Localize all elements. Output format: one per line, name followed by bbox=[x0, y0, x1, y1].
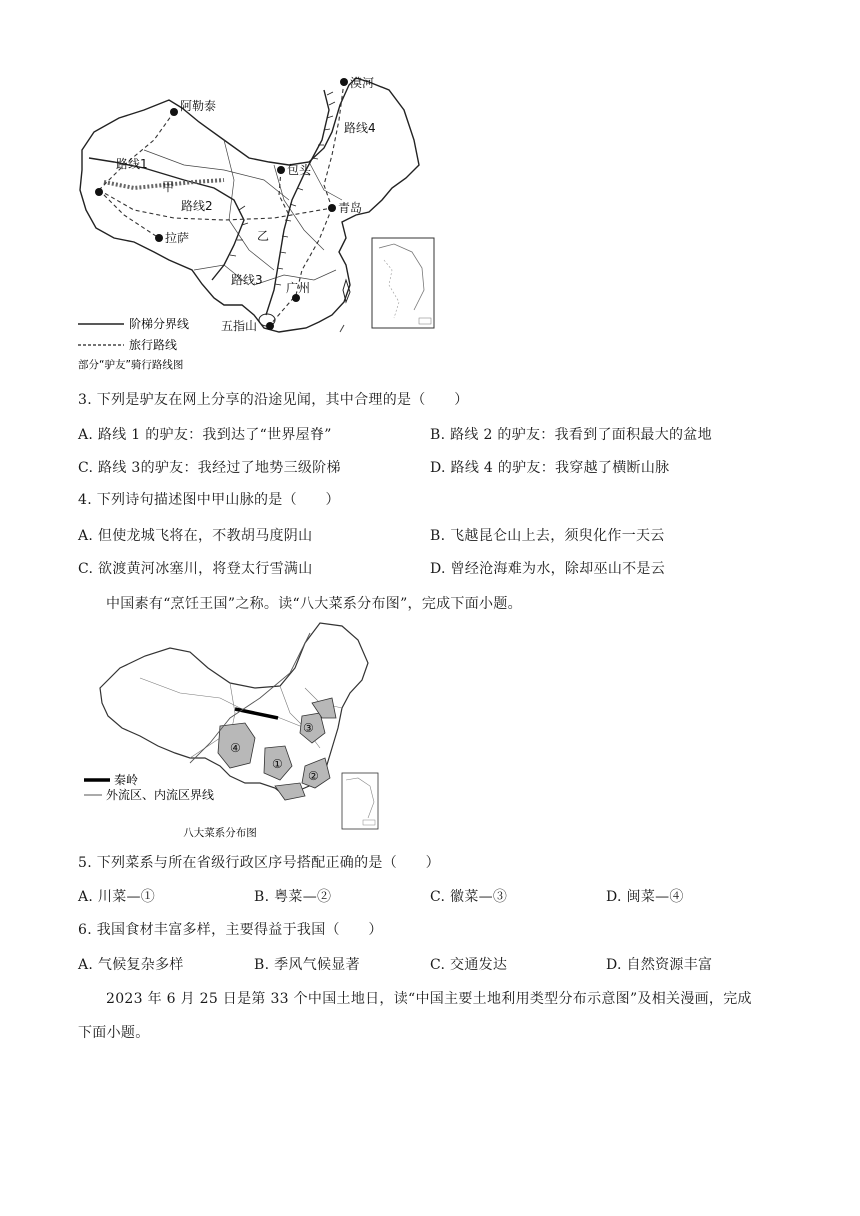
label-jia: 甲 bbox=[162, 180, 175, 194]
q4-option-d[interactable]: D. 曾经沧海难为水，除却巫山不是云 bbox=[430, 561, 666, 577]
q3-option-a[interactable]: A. 路线 1 的驴友：我到达了“世界屋脊” bbox=[78, 427, 332, 443]
label-route4: 路线4 bbox=[344, 121, 376, 135]
q3-option-b[interactable]: B. 路线 2 的驴友：我看到了面积最大的盆地 bbox=[430, 427, 712, 443]
route-2b-line bbox=[99, 190, 159, 238]
q5-option-d[interactable]: D. 闽菜—④ bbox=[606, 889, 684, 905]
q6-option-c[interactable]: C. 交通发达 bbox=[430, 957, 508, 973]
city-west-dot bbox=[95, 188, 103, 196]
label-baotou: 包头 bbox=[287, 163, 312, 177]
label-qingdao: 青岛 bbox=[338, 201, 363, 215]
city-qingdao-dot bbox=[328, 204, 336, 212]
south-sea-inset-2 bbox=[342, 773, 378, 829]
cuisine-map-figure bbox=[80, 618, 390, 843]
q4-option-a[interactable]: A. 但使龙城飞将在，不教胡马度阴山 bbox=[78, 528, 313, 544]
city-wuzhishan-dot bbox=[266, 322, 274, 330]
label-route1: 路线1 bbox=[116, 157, 148, 171]
province-guangdong bbox=[275, 783, 305, 800]
ladder-boundary-1 bbox=[89, 158, 244, 280]
label-guangzhou: 广州 bbox=[286, 281, 311, 295]
q4-option-c[interactable]: C. 欲渡黄河冰塞川，将登太行雪满山 bbox=[78, 561, 313, 577]
q5-option-b[interactable]: B. 粤菜—② bbox=[254, 889, 332, 905]
q5-stem: 5. 下列菜系与所在省级行政区序号搭配正确的是（ ） bbox=[78, 855, 440, 871]
q5-option-c[interactable]: C. 徽菜—③ bbox=[430, 889, 508, 905]
q6-option-d[interactable]: D. 自然资源丰富 bbox=[606, 957, 713, 973]
land-intro-line2: 下面小题。 bbox=[78, 1025, 150, 1041]
route-map-figure bbox=[74, 70, 454, 375]
q3-option-d[interactable]: D. 路线 4 的驴友：我穿越了横断山脉 bbox=[430, 460, 670, 476]
q4-stem: 4. 下列诗句描述图中甲山脉的是（ ） bbox=[78, 492, 340, 508]
q3-stem: 3. 下列是驴友在网上分享的沿途见闻，其中合理的是（ ） bbox=[78, 392, 469, 408]
label-route2: 路线2 bbox=[181, 199, 213, 213]
label-num-2: ② bbox=[308, 769, 319, 783]
china-outline bbox=[80, 78, 419, 332]
city-mohe-dot bbox=[340, 78, 348, 86]
label-yi: 乙 bbox=[257, 229, 270, 243]
city-lhasa-dot bbox=[155, 234, 163, 242]
cuisine-map bbox=[80, 618, 390, 843]
label-mohe: 漠河 bbox=[350, 76, 375, 90]
label-num-4: ④ bbox=[230, 741, 241, 755]
legend-qinling-label: 秦岭 bbox=[114, 773, 139, 787]
south-sea-inset bbox=[372, 238, 434, 328]
legend-boundary-label: 外流区、内流区界线 bbox=[106, 788, 215, 802]
legend-ladder-label: 阶梯分界线 bbox=[129, 317, 190, 331]
city-guangzhou-dot bbox=[292, 294, 300, 302]
label-num-3: ③ bbox=[303, 721, 314, 735]
cuisine-intro: 中国素有“烹饪王国”之称。读“八大菜系分布图”，完成下面小题。 bbox=[106, 596, 522, 612]
land-intro-line1: 2023 年 6 月 25 日是第 33 个中国土地日，读“中国主要土地利用类型分布示意图”及相关漫画，完成 bbox=[106, 991, 752, 1007]
q4-option-b[interactable]: B. 飞越昆仑山上去，须臾化作一天云 bbox=[430, 528, 665, 544]
label-wuzhishan: 五指山 bbox=[221, 319, 258, 333]
route-map bbox=[74, 70, 454, 375]
legend-route-label: 旅行路线 bbox=[129, 338, 178, 352]
map1-caption: 部分“驴友”骑行路线图 bbox=[78, 359, 184, 371]
q6-option-a[interactable]: A. 气候复杂多样 bbox=[78, 957, 184, 973]
q6-stem: 6. 我国食材丰富多样，主要得益于我国（ ） bbox=[78, 922, 383, 938]
q5-option-a[interactable]: A. 川菜—① bbox=[78, 889, 156, 905]
q6-option-b[interactable]: B. 季风气候显著 bbox=[254, 957, 360, 973]
label-route3: 路线3 bbox=[231, 273, 263, 287]
label-num-1: ① bbox=[272, 757, 283, 771]
q3-option-c[interactable]: C. 路线 3的驴友：我经过了地势三级阶梯 bbox=[78, 460, 341, 476]
map2-caption: 八大菜系分布图 bbox=[183, 827, 257, 839]
route-2-line bbox=[99, 190, 332, 220]
city-baotou-dot bbox=[277, 166, 285, 174]
label-lhasa: 拉萨 bbox=[165, 231, 190, 245]
label-altay: 阿勒泰 bbox=[180, 99, 217, 113]
city-altay-dot bbox=[170, 108, 178, 116]
